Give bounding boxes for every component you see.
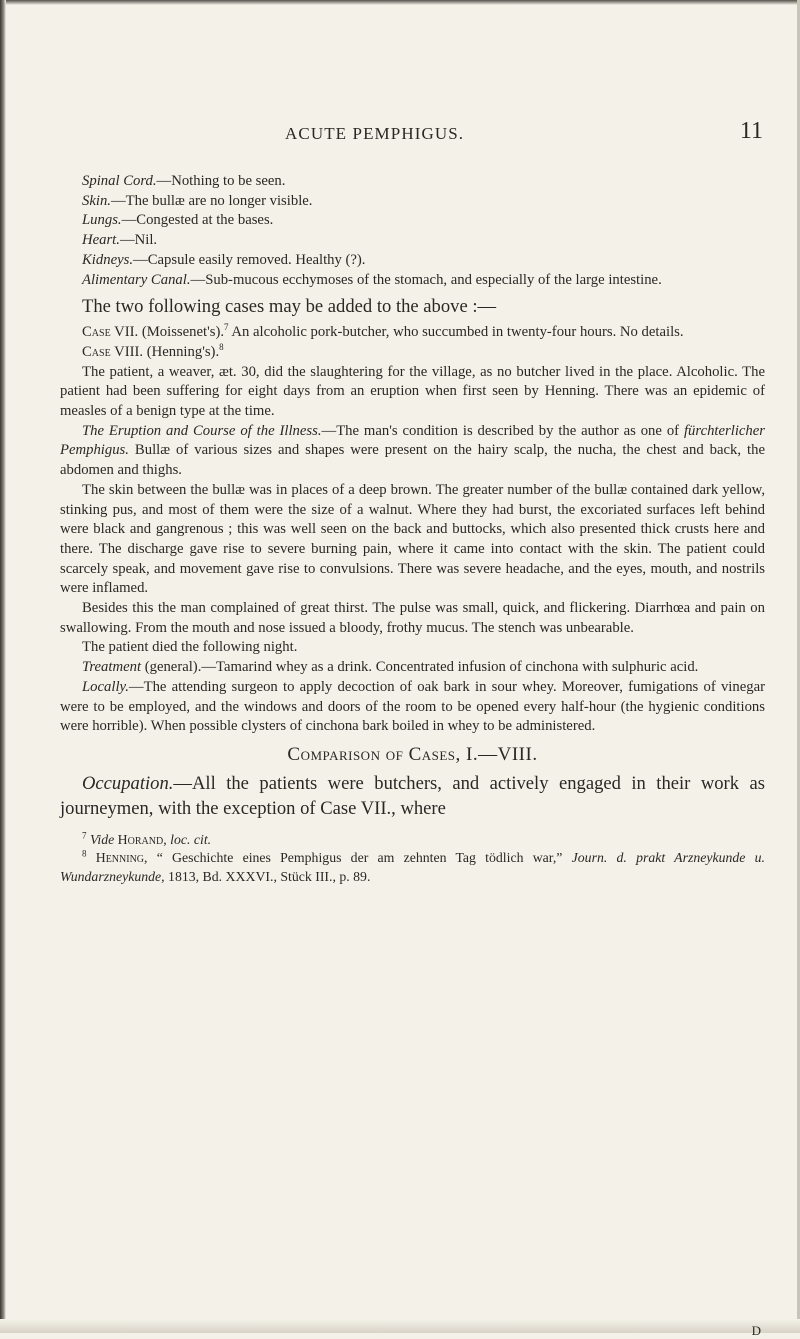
- autopsy-lungs: Lungs.—Congested at the bases.: [82, 212, 274, 229]
- footnote-ref-8[interactable]: 8: [219, 342, 224, 353]
- case-eight-eruption: The Eruption and Course of the Illness.—The man's condition is described by the author as one of fürchterlicher Pemphigus. Bullæ of various sizes and shapes were present on the hairy scalp, the nucha, the chest and back, the abdomen and thighs.: [60, 422, 766, 479]
- intro-line: The two following cases may be added to the above :—: [82, 296, 497, 318]
- page-edge-top: [0, 0, 800, 5]
- footnote-ref-7[interactable]: 7: [224, 322, 229, 333]
- footnote-8: $^8$ Henning, “ Geschichte eines Pemphigus der am zehnten Tag tödlich war,” Journ. d. prakt Arzneykunde u. Wundarzneykunde, 1813, Bd. XXXVI., Stück III., p. 89.: [60, 848, 766, 884]
- case-eight-history: The patient, a weaver, æt. 30, did the slaughtering for the village, as no butcher lived in the place. Alcoholic. The patient had been suffering for eight days from an eruption when first seen by Henning. There was an epidemic of measles of a benign type at the time.: [60, 363, 765, 420]
- case-eight-local-treatment: Locally.—The attending surgeon to apply decoction of oak bark in sour whey. Moreover, fumigations of vinegar were to be employed, and the windows and doors of the room to be opened every half-hour (the hygienic conditions were horrible). When possible clysters of cinchona bark boiled in whey to be administered.: [60, 678, 765, 735]
- case-seven: Case VII. (Moissenet's).$^7$ An alcoholic pork-butcher, who succumbed in twenty-four hours. No details.: [82, 322, 684, 341]
- autopsy-heart: Heart.—Nil.: [82, 232, 158, 249]
- section-heading: Comparison of Cases, I.—VIII.: [287, 743, 538, 765]
- autopsy-kidneys: Kidneys.—Capsule easily removed. Healthy (?).: [82, 251, 366, 268]
- footnote-7: $^7$ Vide Horand, loc. cit.: [82, 830, 212, 847]
- signature-mark: D: [751, 1323, 761, 1338]
- autopsy-alimentary-canal: Alimentary Canal.—Sub-mucous ecchymoses of the stomach, and especially of the large intestine.: [82, 271, 662, 288]
- autopsy-skin: Skin.—The bullæ are no longer visible.: [82, 192, 313, 209]
- page-number: 11: [739, 118, 763, 144]
- case-eight-symptoms: Besides this the man complained of great thirst. The pulse was small, quick, and flickering. Diarrhœa and pain on swallowing. From the mouth and nose issued a bloody, frothy mucus. The stench was unbearable.: [60, 600, 765, 636]
- page-edge-left: [0, 0, 6, 1333]
- running-head: [60, 118, 765, 148]
- case-eight-skin: The skin between the bullæ was in places of a deep brown. The greater number of the bullæ contained dark yellow, stinking pus, and most of them were the size of a walnut. Where they had burst, the excoriated surfaces left behind were black and gangrenous ; this was well seen on the back and buttocks, which also presented thick crusts here and there. The discharge gave rise to severe burning pain, where it came into contact with the skin. The patient could scarcely speak, and movement gave rise to convulsions. There was severe headache, and the eyes, mouth, and nostrils were inflamed.: [60, 481, 765, 597]
- running-title: ACUTE PEMPHIGUS.: [285, 124, 465, 143]
- footnotes: [60, 831, 765, 887]
- autopsy-spinal-cord: Spinal Cord.—Nothing to be seen.: [82, 173, 286, 189]
- case-eight-heading: Case VIII. (Henning's).$^8$: [82, 342, 224, 360]
- page-edge-bottom: [0, 1319, 800, 1333]
- case-eight-treatment: Treatment (general).—Tamarind whey as a drink. Concentrated infusion of cinchona with sulphuric acid.: [82, 659, 699, 676]
- page-body: [60, 172, 765, 886]
- occupation-paragraph: Occupation.—All the patients were butchers, and actively engaged in their work as journeymen, with the exception of Case VII., where: [60, 772, 765, 819]
- case-eight-death: The patient died the following night.: [82, 639, 298, 656]
